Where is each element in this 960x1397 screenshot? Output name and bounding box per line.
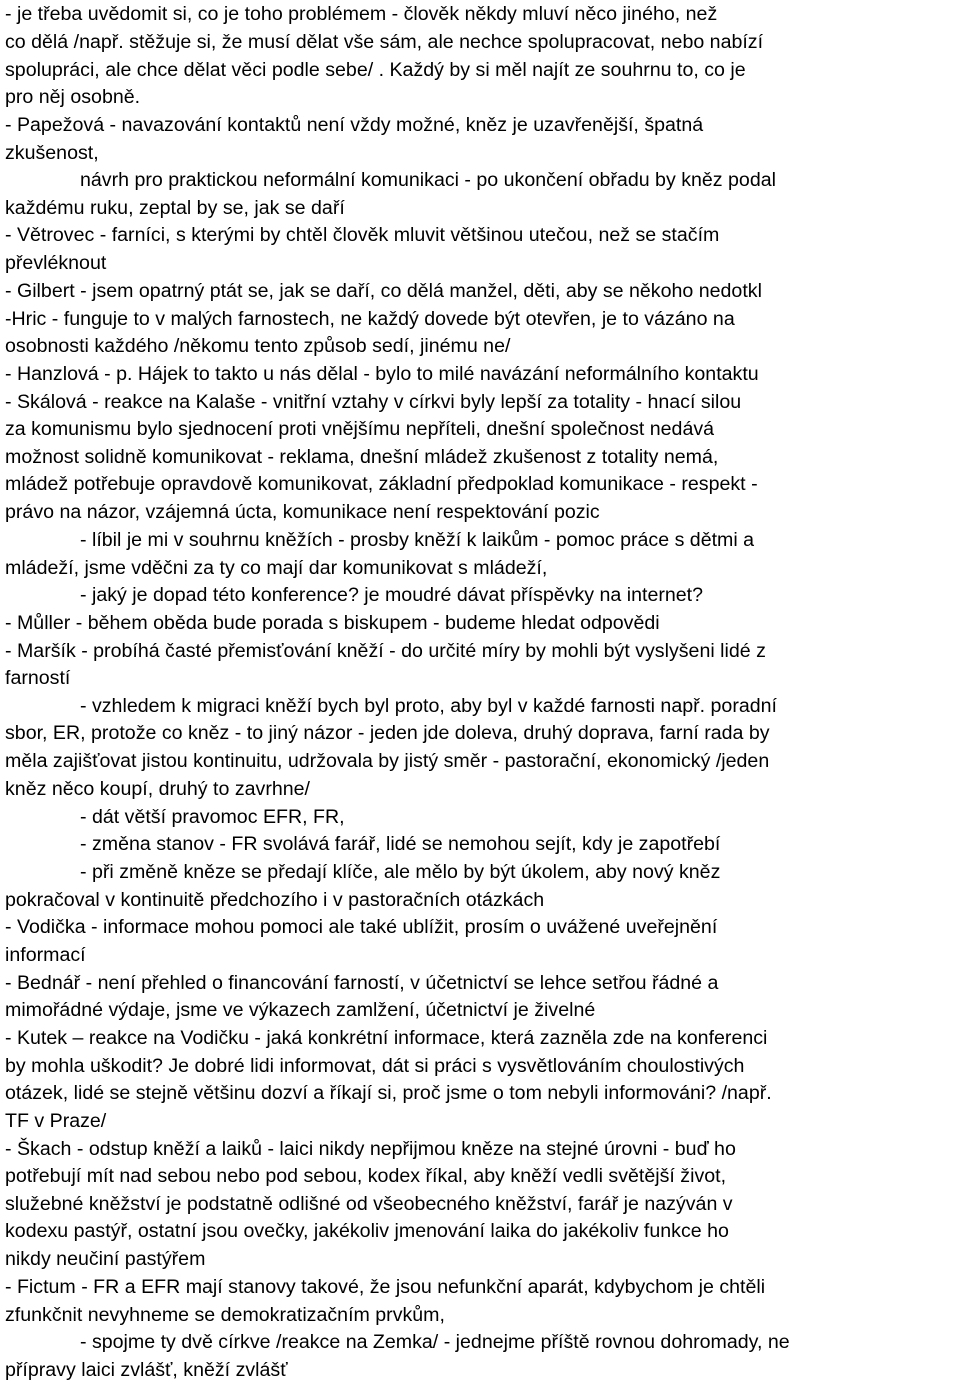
text-line: pokračoval v kontinuitě předchozího i v pastoračních otázkách bbox=[5, 889, 545, 911]
text-line: - Maršík - probíhá časté přemisťování kněží - do určité míry by mohli být vyslyšeni lidé z bbox=[5, 640, 766, 662]
text-line: potřebují mít nad sebou nebo pod sebou, kodex říkal, aby kněží vedli světější život, bbox=[5, 1165, 727, 1187]
text-line: - vzhledem k migraci kněží bych byl proto, aby byl v každé farnosti např. poradní bbox=[80, 695, 777, 717]
text-line: otázek, lidé se stejně většinu dozví a říkají si, proč jsme o tom nebyli informováni? /např. bbox=[5, 1082, 772, 1104]
text-line: - Bednář - není přehled o financování farností, v účetnictví se lehce setřou řádné a bbox=[5, 972, 719, 994]
text-line: - líbil je mi v souhrnu kněžích - prosby kněží k laikům - pomoc práce s dětmi a bbox=[80, 529, 755, 551]
text-line: - při změně kněze se předají klíče, ale mělo by být úkolem, aby nový kněz bbox=[80, 861, 721, 883]
text-line: - Kutek – reakce na Vodičku - jaká konkrétní informace, která zazněla zde na konferenci bbox=[5, 1027, 768, 1049]
text-line: převléknout bbox=[5, 252, 107, 274]
text-line: - Papežová - navazování kontaktů není vždy možné, kněz je uzavřenější, špatná bbox=[5, 114, 704, 136]
text-line: přípravy laici zvlášť, kněží zvlášť bbox=[5, 1359, 288, 1381]
text-line: návrh pro praktickou neformální komunikaci - po ukončení obřadu by kněz podal bbox=[80, 169, 776, 191]
text-line: právo na názor, vzájemná úcta, komunikace není respektování pozic bbox=[5, 501, 600, 523]
text-line: TF v Praze/ bbox=[5, 1110, 107, 1132]
text-line: - Škach - odstup kněží a laiků - laici nikdy nepřijmou kněze na stejné úrovni - buď ho bbox=[5, 1138, 736, 1160]
text-line: služebné kněžství je podstatně odlišné od všeobecného kněžství, farář je nazýván v bbox=[5, 1193, 733, 1215]
text-line: za komunismu bylo sjednocení proti vnějšímu nepříteli, dnešní společnost nedává bbox=[5, 418, 715, 440]
text-line: měla zajišťovat jistou kontinuitu, udržovala by jistý směr - pastorační, ekonomický /jeden bbox=[5, 750, 770, 772]
text-line: - spojme ty dvě církve /reakce na Zemka/ - jednejme příště rovnou dohromady, ne bbox=[80, 1331, 790, 1353]
text-line: - změna stanov - FR svolává farář, lidé se nemohou sejít, kdy je zapotřebí bbox=[80, 833, 721, 855]
text-line: farností bbox=[5, 667, 71, 689]
text-line: spolupráci, ale chce dělat věci podle sebe/ . Každý by si měl najít ze souhrnu to, co je bbox=[5, 59, 746, 81]
text-line: zkušenost, bbox=[5, 142, 99, 164]
text-line: - Fictum - FR a EFR mají stanovy takové, že jsou nefunkční aparát, kdybychom je chtěli bbox=[5, 1276, 766, 1298]
text-line: by mohla uškodit? Je dobré lidi informovat, dát si práci s vysvětlováním choulostivých bbox=[5, 1055, 745, 1077]
text-line: -Hric - funguje to v malých farnostech, ne každý dovede být otevřen, je to vázáno na bbox=[5, 308, 735, 330]
text-line: mládeží, jsme vděčni za ty co mají dar komunikovat s mládeží, bbox=[5, 557, 548, 579]
text-line: co dělá /např. stěžuje si, že musí dělat vše sám, ale nechce spolupracovat, nebo nabízí bbox=[5, 31, 764, 53]
text-line: - je třeba uvědomit si, co je toho problémem - člověk někdy mluví něco jiného, než bbox=[5, 3, 718, 25]
text-line: osobnosti každého /někomu tento způsob sedí, jinému ne/ bbox=[5, 335, 511, 357]
text-line: sbor, ER, protože co kněz - to jiný názor - jeden jde doleva, druhý doprava, farní rada by bbox=[5, 722, 770, 744]
text-line: kodexu pastýř, ostatní jsou ovečky, jakékoliv jmenování laika do jakékoliv funkce ho bbox=[5, 1220, 729, 1242]
text-line: - Skálová - reakce na Kalaše - vnitřní vztahy v církvi byly lepší za totality - hnací silou bbox=[5, 391, 742, 413]
text-line: - dát větší pravomoc EFR, FR, bbox=[80, 806, 345, 828]
text-line: mimořádné výdaje, jsme ve výkazech zamlžení, účetnictví je živelné bbox=[5, 999, 596, 1021]
text-line: - jaký je dopad této konference? je moudré dávat příspěvky na internet? bbox=[80, 584, 704, 606]
text-line: - Hanzlová - p. Hájek to takto u nás dělal - bylo to milé navázání neformálního kontaktu bbox=[5, 363, 759, 385]
text-line: - Vodička - informace mohou pomoci ale také ublížit, prosím o uvážené uveřejnění bbox=[5, 916, 718, 938]
text-line: zfunkčnit nevyhneme se demokratizačním prvkům, bbox=[5, 1304, 445, 1326]
text-line: možnost solidně komunikovat - reklama, dnešní mládež zkušenost z totality nemá, bbox=[5, 446, 719, 468]
text-line: mládež potřebuje opravdově komunikovat, základní předpoklad komunikace - respekt - bbox=[5, 473, 758, 495]
text-line: informací bbox=[5, 944, 86, 966]
text-line: - Můller - během oběda bude porada s biskupem - budeme hledat odpovědi bbox=[5, 612, 660, 634]
text-line: nikdy neučiní pastýřem bbox=[5, 1248, 206, 1270]
text-line: každému ruku, zeptal by se, jak se daří bbox=[5, 197, 345, 219]
text-line: - Gilbert - jsem opatrný ptát se, jak se daří, co dělá manžel, děti, aby se někoho nedotkl bbox=[5, 280, 762, 302]
text-line: - Větrovec - farníci, s kterými by chtěl člověk mluvit většinou utečou, než se stačím bbox=[5, 224, 720, 246]
text-line: pro něj osobně. bbox=[5, 86, 141, 108]
text-line: kněz něco koupí, druhý to zavrhne/ bbox=[5, 778, 310, 800]
